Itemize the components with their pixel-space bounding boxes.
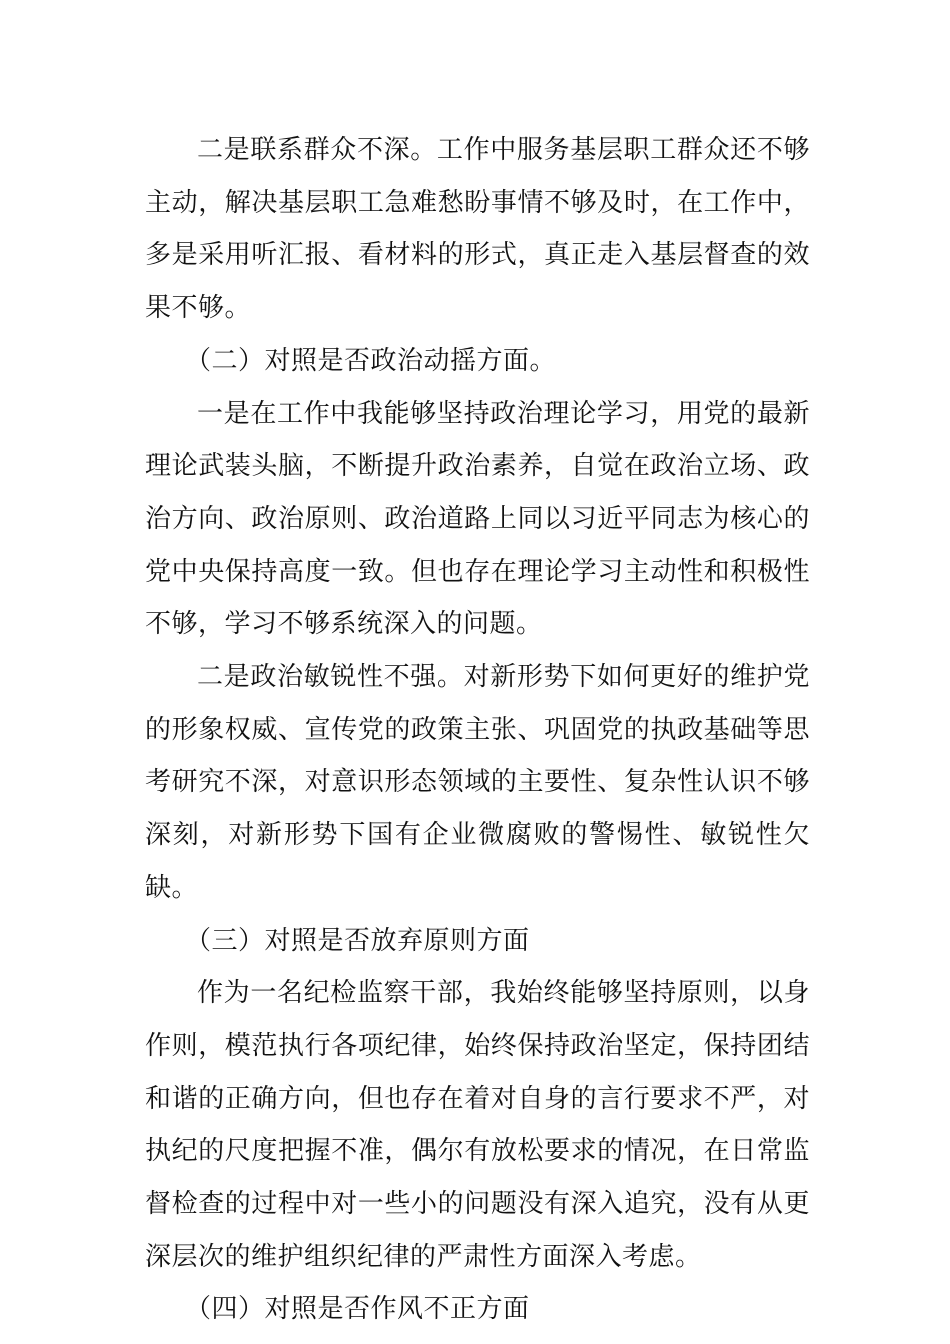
paragraph-discipline-inspection: 作为一名纪检监察干部，我始终能够坚持原则，以身作则，模范执行各项纪律，始终保持政治坚定，保持团结和谐的正确方向，但也存在着对自身的言行要求不严，对执纪的尺度把握不准，偶尔有放松要求的情况，在日常监督检查的过程中对一些小的问题没有深入追究，没有从更深层次的维护组织纪律的严肃性方面深入考虑。 [145,978,810,1272]
section-heading-work-style: （四）对照是否作风不正方面 [185,1294,530,1325]
paragraph-contact-masses: 二是联系群众不深。工作中服务基层职工群众还不够主动，解决基层职工急难愁盼事情不够及时，在工作中，多是采用听汇报、看材料的形式，真正走入基层督查的效果不够。 [145,135,810,324]
document-page [145,124,810,1336]
paragraph-theory-study: 一是在工作中我能够坚持政治理论学习，用党的最新理论武装头脑，不断提升政治素养，自觉在政治立场、政治方向、政治原则、政治道路上同以习近平同志为核心的党中央保持高度一致。但也存在理论学习主动性和积极性不够，学习不够系统深入的问题。 [145,398,810,640]
section-heading-abandon-principles: （三）对照是否放弃原则方面 [185,925,530,956]
section-heading-political-wavering: （二）对照是否政治动摇方面。 [185,345,557,376]
paragraph-political-sensitivity: 二是政治敏锐性不强。对新形势下如何更好的维护党的形象权威、宣传党的政策主张、巩固党的执政基础等思考研究不深，对意识形态领域的主要性、复杂性认识不够深刻，对新形势下国有企业微腐败的警惕性、敏锐性欠缺。 [145,662,810,903]
